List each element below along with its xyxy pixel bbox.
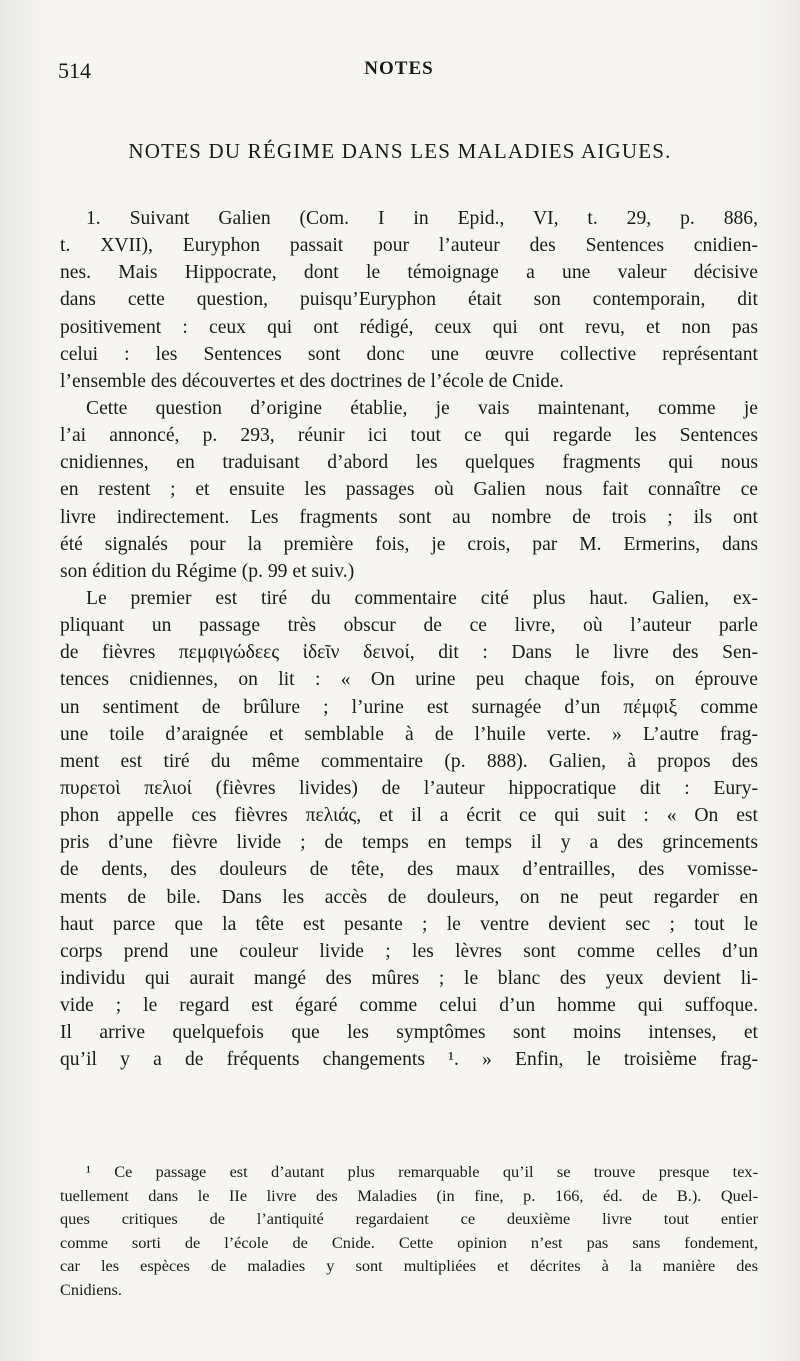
text-line: une toile d’araignée et semblable à de l’huile verte. » L’autre frag- — [60, 723, 758, 745]
text-line: de dents, des douleurs de tête, des maux d’entrailles, des vomisse- — [60, 859, 758, 881]
text-line: qu’il y a de fréquents changements ¹. » Enfin, le troisième frag- — [60, 1049, 758, 1071]
text-line: livre indirectement. Les fragments sont au nombre de trois ; ils ont — [60, 506, 758, 528]
text-line: 1. Suivant Galien (Com. I in Epid., VI, t. 29, p. 886, — [86, 208, 758, 229]
text-line: vide ; le regard est égaré comme celui d’un homme qui suffoque. — [60, 995, 758, 1017]
text-line: celui : les Sentences sont donc une œuvre collective représentant — [60, 343, 758, 365]
text-line: l’ensemble des découvertes et des doctrines de l’école de Cnide. — [60, 370, 564, 392]
text-line: pris d’une fièvre livide ; de temps en temps il y a des grincements — [60, 832, 758, 854]
text-line: cnidiennes, en traduisant d’abord les quelques fragments qui nous — [60, 452, 758, 474]
text-line: un sentiment de brûlure ; l’urine est surnagée d’un πέμφιξ comme — [60, 696, 758, 718]
page-header — [58, 58, 740, 88]
footnote-line: Cnidiens. — [60, 1279, 122, 1299]
running-head: NOTES — [364, 58, 434, 79]
text-line: πυρετοὶ πελιοί (fièvres livides) de l’auteur hippocratique dit : Eury- — [60, 777, 758, 799]
footnote-line: comme sorti de l’école de Cnide. Cette opinion n’est pas sans fondement, — [60, 1232, 758, 1252]
footnote-line: ¹ Ce passage est d’autant plus remarquable qu’il se trouve presque tex- — [86, 1162, 758, 1181]
body-text — [60, 205, 758, 1074]
text-line: nes. Mais Hippocrate, dont le témoignage a une valeur décisive — [60, 262, 758, 284]
footnote-line: tuellement dans le IIe livre des Maladies (in fine, p. 166, éd. de B.). Quel- — [60, 1185, 758, 1205]
text-line: l’ai annoncé, p. 293, réunir ici tout ce qui regarde les Sentences — [60, 425, 758, 447]
text-line: positivement : ceux qui ont rédigé, ceux qui ont revu, et non pas — [60, 316, 758, 338]
section-title: NOTES DU RÉGIME DANS LES MALADIES AIGUES. — [128, 139, 672, 163]
text-line: Cette question d’origine établie, je vais maintenant, comme je — [86, 397, 758, 419]
text-line: Le premier est tiré du commentaire cité plus haut. Galien, ex- — [86, 587, 758, 609]
text-line: tences cnidiennes, on lit : « On urine peu chaque fois, on éprouve — [60, 669, 758, 691]
text-line: dans cette question, puisqu’Euryphon était son contemporain, dit — [60, 289, 758, 311]
footnote-line: car les espèces de maladies y sont multipliées et décrites à la manière des — [60, 1256, 758, 1276]
text-line: été signalés pour la première fois, je crois, par M. Ermerins, dans — [60, 533, 758, 555]
text-line: pliquant un passage très obscur de ce livre, où l’auteur parle — [60, 615, 758, 637]
text-line: son édition du Régime (p. 99 et suiv.) — [60, 560, 355, 582]
footnote-line: ques critiques de l’antiquité regardaient ce deuxième livre tout entier — [60, 1209, 758, 1229]
text-line: corps prend une couleur livide ; les lèvres sont comme celles d’un — [60, 940, 758, 962]
text-line: Il arrive quelquefois que les symptômes sont moins intenses, et — [60, 1022, 758, 1044]
text-line: t. XVII), Euryphon passait pour l’auteur des Sentences cnidien- — [60, 235, 758, 257]
text-line: en restent ; et ensuite les passages où Galien nous fait connaître ce — [60, 479, 758, 501]
text-line: phon appelle ces fièvres πελιάς, et il a écrit ce qui suit : « On est — [60, 805, 758, 827]
text-line: individu qui aurait mangé des mûres ; le blanc des yeux devient li- — [60, 967, 758, 989]
text-line: haut parce que la tête est pesante ; le ventre devient sec ; tout le — [60, 913, 758, 935]
text-line: ment est tiré du même commentaire (p. 888). Galien, à propos des — [60, 750, 758, 772]
footnotes — [60, 1160, 758, 1302]
text-line: ments de bile. Dans les accès de douleurs, on ne peut regarder en — [60, 886, 758, 908]
page-number: 514 — [58, 58, 91, 83]
text-line: de fièvres πεμφιγώδεες ἰδεῖν δεινοί, dit : Dans le livre des Sen- — [60, 642, 758, 664]
